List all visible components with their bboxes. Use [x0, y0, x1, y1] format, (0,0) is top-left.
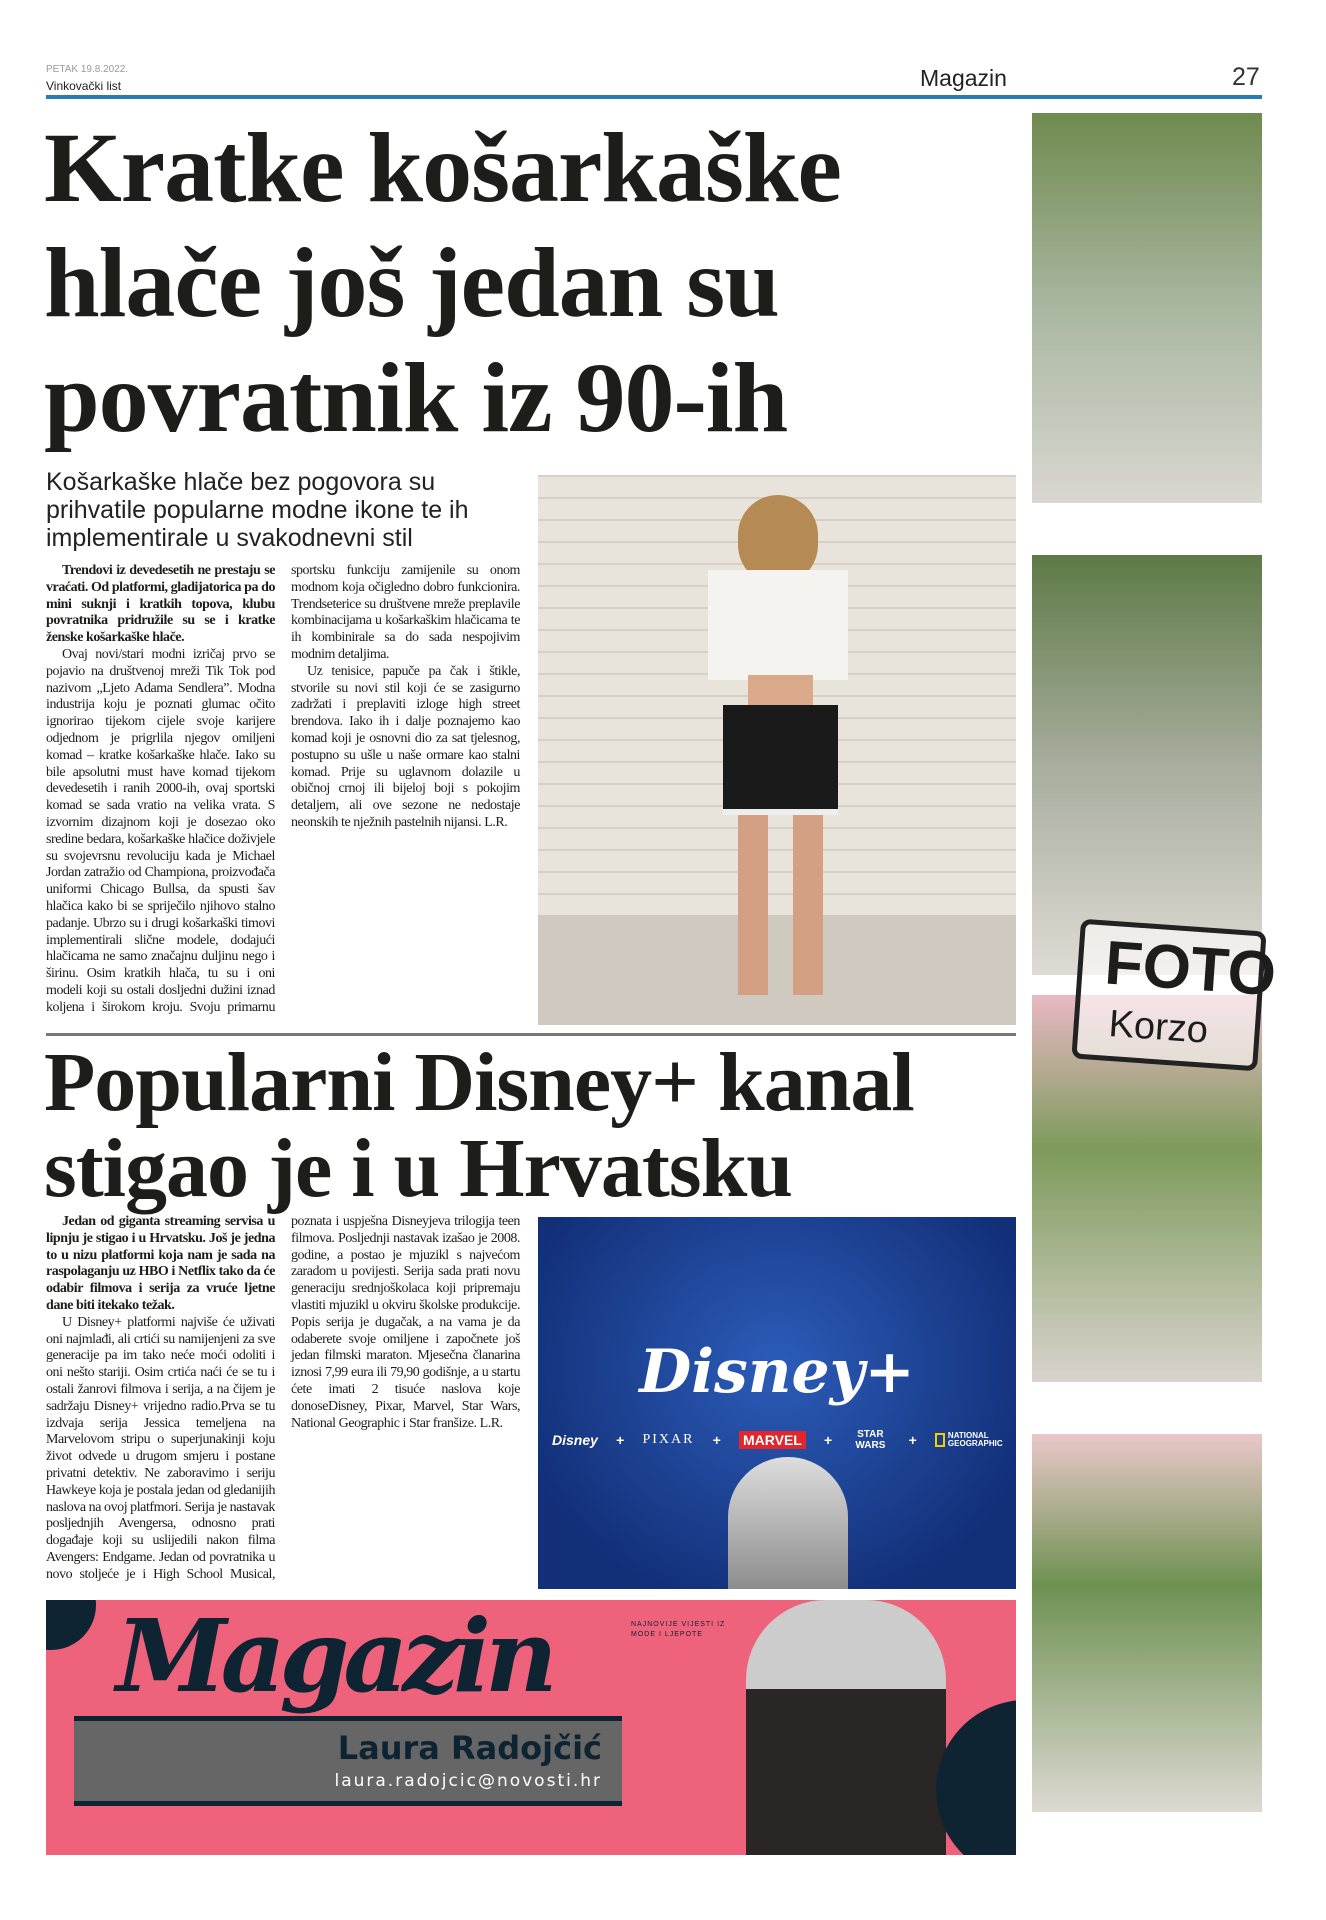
author-photo [746, 1600, 946, 1855]
issue-date: PETAK 19.8.2022. [46, 64, 129, 75]
article1-headline: Kratke košarkaške hlače još jedan su povratnik iz 90-ih [44, 112, 841, 453]
magazin-script-logo: Magazin [116, 1600, 552, 1715]
street-photo-4 [1032, 1434, 1262, 1812]
pixar-brand: PIXAR [642, 1432, 695, 1447]
natgeo-frame-icon [935, 1433, 945, 1447]
author-name: Laura Radojčić [337, 1729, 602, 1767]
author-box [74, 1716, 622, 1806]
article1-paragraph: Ovaj novi/stari modni izričaj prvo se pojavio na društvenoj mreži Tik Tok pod nazivom „Ljeto Adama Sendlera”. Modna industrija koju je poznati glumac očito ignorirao tijekom cijele svoje karijere odjednom je prigrlila njegov omiljeni komad – kratke košarkaške hlače. Iako su bile apsolutni must have komad tijekom devedesetih i ranih 2000-ih, ovaj sportski komad se sada vratio na velika vrata. S izvornim dizajnom koji je dosezao oko sredine bedara, košarkaške hlačice doživjele su svojevrsnu revoluciju kada je Michael Jordan zatražio od Championa, proizvođača uniformi Chicago Bullsa, da spusti šav hlačica kako bi se spriječilo njihovo stalno padanje. Ubrzo su i drugi košarkaški timovi implementirali slične modele, dodajući hlačicama ne samo značajnu duljinu nego i širinu. Osim kratkih hlača, tu su i oni modeli koji su ostali dosljedni dužini iznad koljena i širokom kroju. Svoju primarnu sportsku funkciju zamijenile su onom modnom koja očigledno dobro funkcionira. Trendseterice su društvene mreže preplavile kombinacijama u košarkaškim hlačicama te ih kombinirale sa do sada nespojivim modnim detaljima. [46, 563, 520, 1015]
star-wars-brand: STAR WARS [855, 1429, 886, 1451]
article1-paragraph: Uz tenisice, papuče pa čak i štikle, stvorile su novi stil koji će se zasigurno zadržati i preplaviti izloge high street brendova. Iako ih i dalje poznajemo kao komad koji je osnovni dio za sat tjelesnog, postupno su ušle u naše ormare kao stalni komad. Prije su uglavnom dolazile u običnoj crnoj ili bijeloj boji s pokojim detaljem, ali ove sezone ne nedostaje neonskih te nježnih pastelnih nijansi. L.R. [291, 663, 520, 830]
plus-sign: + [824, 1432, 833, 1448]
article1-lead: Trendovi iz devedesetih ne prestaju se vraćati. Od platformi, gladijatorica pa do mini suknji i kratkih topova, klubu povratnika pridružile su se i kratke ženske košarkaške hlače. [46, 563, 275, 646]
marvel-brand: MARVEL [739, 1431, 806, 1449]
street-photo-2 [1032, 555, 1262, 975]
plus-sign: + [908, 1432, 917, 1448]
newspaper-name: Vinkovački list [46, 79, 122, 93]
foto-label: FOTO [1102, 928, 1279, 1010]
magazin-banner [46, 1600, 1016, 1855]
article1-subheadline: Košarkaške hlače bez pogovora su prihvatile popularne modne ikone te ih implementirale u svakodnevni stil [46, 468, 469, 552]
section-title: Magazin [920, 65, 1007, 91]
circle-decoration [46, 1600, 96, 1650]
disney-plus-logo: Disney+ [639, 1337, 915, 1407]
foto-korzo-badge [1071, 919, 1279, 1072]
page-number: 27 [1232, 63, 1260, 91]
plus-sign: + [712, 1432, 721, 1448]
article1-photo [538, 475, 1016, 1025]
article2-lead: Jedan od giganta streaming servisa u lipnju je stigao i u Hrvatsku. Još je jedna to u nizu platformi koja nam je sada na raspolaganju uz HBO i Netflix tako da će odabir filmova i serija za vruće ljetne dane biti itekako težak. [46, 1214, 275, 1313]
disney-brand: Disney [552, 1432, 598, 1448]
article2-body [46, 1214, 520, 1598]
author-email[interactable]: laura.radojcic@novosti.hr [334, 1771, 602, 1791]
korzo-label: Korzo [1107, 1002, 1210, 1052]
circle-decoration [936, 1700, 1016, 1855]
street-photo-1 [1032, 113, 1262, 503]
ring-slogan: NAJNOVIJE VIJESTI IZ MODE I LJEPOTE [631, 1621, 726, 1638]
header-rule [46, 95, 1262, 99]
disney-plus-image [538, 1217, 1016, 1589]
plus-sign: + [616, 1432, 625, 1448]
article1-body [46, 563, 520, 1029]
natgeo-brand [935, 1432, 1002, 1448]
natgeo-label: NATIONAL GEOGRAPHIC [947, 1431, 1003, 1448]
article2-headline: Popularni Disney+ kanal stigao je i u Hrvatsku [44, 1036, 914, 1215]
article2-paragraph: U Disney+ platformi najviše će uživati oni najmlađi, ali crtići su namijenjeni za sve generacije pa im tako neće moći odoliti i oni nešto stariji. Osim crtića naći će se tu i ostali žanrovi filmova i serija, a na čijem je sadržaju Disney+ vrijedno radio.Prva se tu izdvaja serija Jessica temeljena na Marvelovom stripu o superjunakinji koju život odvede u drugom smjeru i postane privatni detektiv. Ne zaboravimo i seriju Hawkeye koja je postala jedan od gledanijih naslova na ovoj platfmori. Serija je nastavak posljednjih Avengersa, odnosno prati događaje koji su uslijedili nakon filma Avengers: Endgame. Jedan od povratnika u novo stoljeće je i High School Musical, poznata i uspješna Disneyjeva trilogija teen filmova. Posljednji nastavak izašao je 2008. godine, a postao je mjuzikl s najvećom zaradom u povijesti. Serija sada prati novu generaciju srednjoškolaca koji pripremaju vlastiti mjuzikl u okviru školske produkcije. Popis serija je dugačak, a na vama je da odaberete svoje omiljene i započnete još jedan filmski maraton. Mjesečna članarina iznosi 7,99 eura ili 79,90 godišnje, a u startu ćete imati 2 tisuće naslova koje donoseDisney, Pixar, Marvel, Star Wars, National Geographic i Star franšize. L.R. [46, 1214, 520, 1582]
brand-row [552, 1429, 1002, 1451]
woman-portrait [728, 1457, 848, 1589]
